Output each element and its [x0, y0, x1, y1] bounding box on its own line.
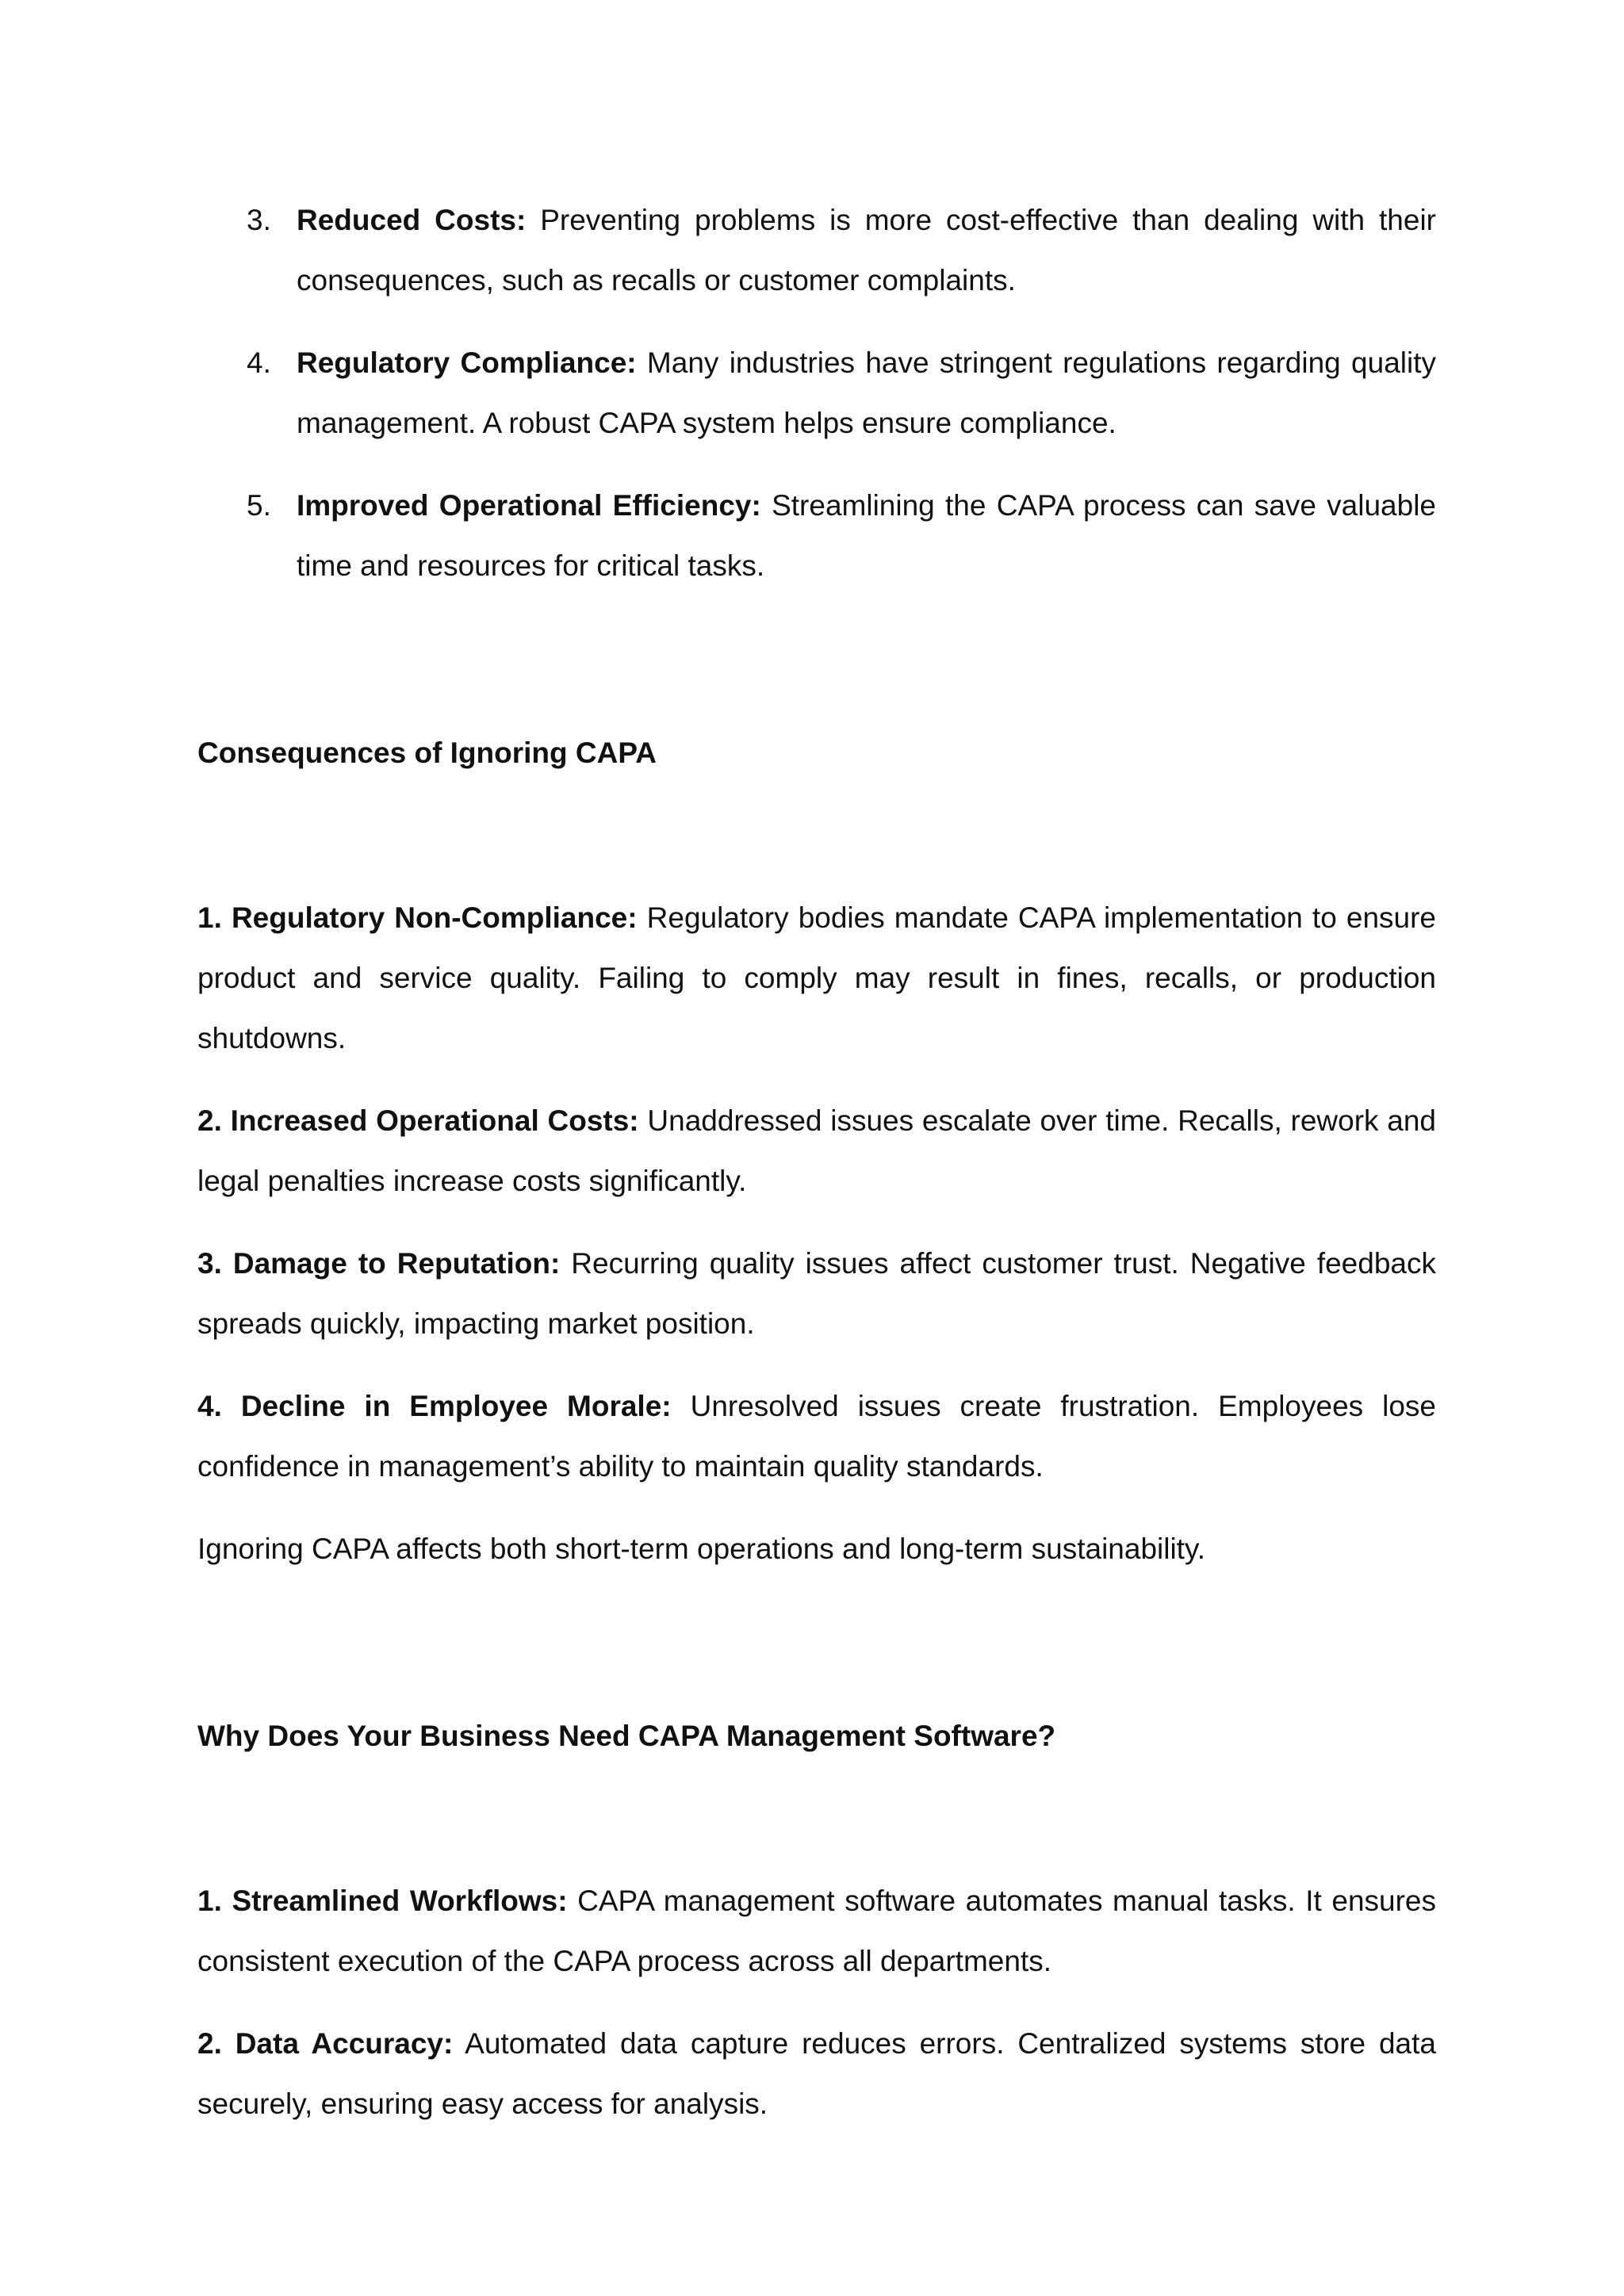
paragraph-text: Unaddressed issues escalate over time. Recalls, rework and legal penalties increase costs significantly.	[197, 1104, 1437, 1197]
paragraph-text: Unresolved issues create frustration. Employees lose confidence in management’s ability to maintain quality standards.	[197, 1390, 1437, 1483]
list-item-text: Streamlining the CAPA process can save valuable time and resources for critical tasks.	[297, 489, 1436, 582]
paragraph-label: 1. Streamlined Workflows:	[197, 1885, 568, 1917]
paragraph-label: 3. Damage to Reputation:	[197, 1247, 561, 1280]
paragraph-closing: Ignoring CAPA affects both short-term operations and long-term sustainability.	[197, 1533, 1205, 1565]
list-item	[197, 476, 1436, 596]
list-item-number: 4.	[247, 346, 271, 379]
paragraph-item	[197, 1091, 1436, 1211]
paragraph-label: 1. Regulatory Non-Compliance:	[197, 901, 638, 934]
list-item-label: Reduced Costs:	[297, 204, 527, 236]
paragraph-item	[197, 1234, 1436, 1354]
paragraph-item	[197, 888, 1436, 1069]
paragraph-item	[197, 1376, 1436, 1497]
list-item	[197, 333, 1436, 453]
list-item-text: Many industries have stringent regulations regarding quality management. A robust CAPA system helps ensure compliance.	[297, 346, 1437, 439]
paragraph-text: CAPA management software automates manual tasks. It ensures consistent execution of the CAPA process across all departments.	[197, 1885, 1436, 1977]
paragraph-text: Automated data capture reduces errors. Centralized systems store data securely, ensuring easy access for analysis.	[197, 2027, 1436, 2120]
paragraph-text: Regulatory bodies mandate CAPA implementation to ensure product and service quality. Failing to comply may result in fines, recalls, or production shutdowns.	[197, 901, 1437, 1054]
section-heading-consequences: Consequences of Ignoring CAPA	[197, 737, 657, 769]
paragraph-label: 2. Data Accuracy:	[197, 2027, 454, 2060]
paragraph-label: 2. Increased Operational Costs:	[197, 1104, 639, 1137]
list-item-text: Preventing problems is more cost-effective than dealing with their consequences, such as recalls or customer complaints.	[297, 204, 1437, 297]
list-item-label: Improved Operational Efficiency:	[297, 489, 761, 522]
list-item-label: Regulatory Compliance:	[297, 346, 637, 379]
paragraph-item	[197, 1871, 1436, 1992]
list-item-number: 5.	[247, 489, 271, 522]
document-content	[197, 190, 1436, 2156]
paragraph-item	[197, 2014, 1436, 2134]
paragraph-label: 4. Decline in Employee Morale:	[197, 1390, 672, 1422]
list-item	[197, 190, 1436, 311]
list-item-number: 3.	[247, 204, 271, 236]
paragraph-text: Recurring quality issues affect customer trust. Negative feedback spreads quickly, impacting market position.	[197, 1247, 1436, 1340]
section-heading-why: Why Does Your Business Need CAPA Management Software?	[197, 1720, 1056, 1752]
